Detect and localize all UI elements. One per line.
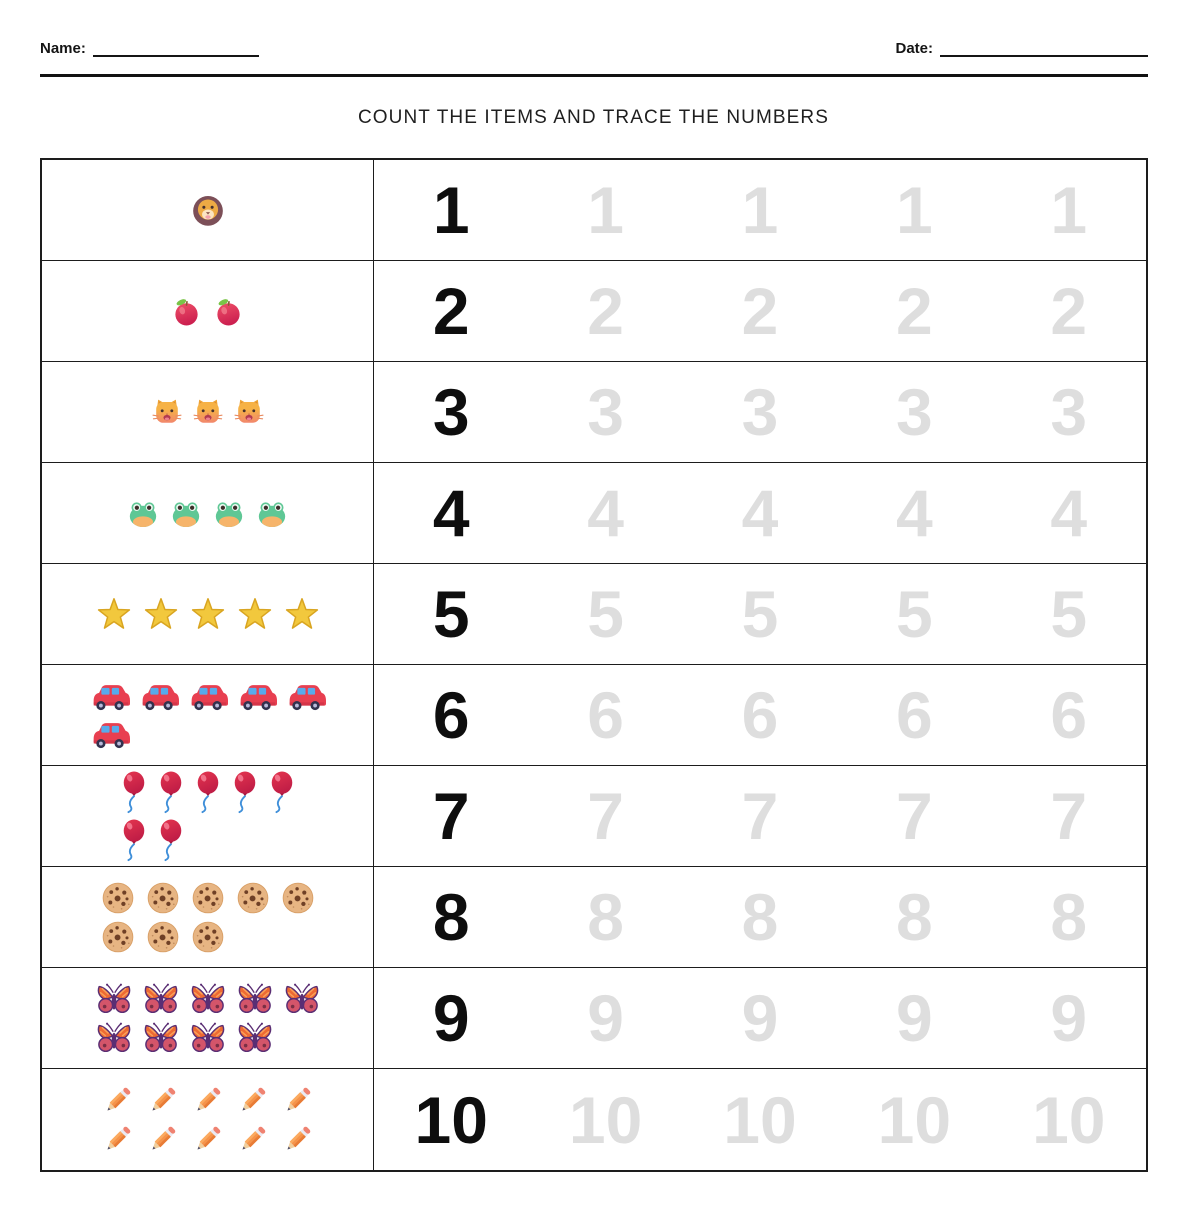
trace-number: 8: [992, 867, 1146, 968]
items-cell: [42, 463, 374, 564]
butterfly-icon: [236, 981, 274, 1017]
trace-number: 6: [992, 665, 1146, 766]
items-cell: [42, 564, 374, 665]
trace-number: 10: [568, 1082, 643, 1157]
trace-number: 3: [837, 362, 991, 463]
printed-number: 8: [374, 867, 528, 968]
car-icon: [286, 679, 326, 714]
icon-block: [170, 295, 245, 328]
cookie-icon: [235, 880, 271, 916]
trace-number: 7: [683, 766, 837, 867]
trace-number: 10: [1032, 1082, 1106, 1157]
star-icon: [189, 595, 227, 633]
items-cell: [42, 867, 374, 968]
cat-icon: [233, 396, 265, 428]
trace-number: 3: [992, 362, 1146, 463]
frog-icon: [126, 496, 160, 530]
date-blank-line: [940, 42, 1148, 57]
printed-number: 4: [374, 463, 528, 564]
icon-block: [95, 981, 321, 1056]
trace-number: 5: [528, 564, 682, 665]
trace-number: 6: [528, 665, 682, 766]
pencil-icon: [190, 1082, 226, 1118]
trace-number: 9: [683, 968, 837, 1069]
butterfly-icon: [142, 981, 180, 1017]
cat-icon: [151, 396, 183, 428]
butterfly-icon: [189, 981, 227, 1017]
balloon-icon: [231, 770, 259, 815]
trace-number: 4: [528, 463, 682, 564]
cookie-icon: [100, 919, 136, 955]
trace-number: 9: [528, 968, 682, 1069]
cat-icon: [192, 396, 224, 428]
trace-number: 1: [837, 160, 991, 261]
frog-icon: [212, 496, 246, 530]
pencil-icon: [190, 1121, 226, 1157]
trace-number: 8: [683, 867, 837, 968]
car-icon: [188, 679, 228, 714]
printed-number: 1: [374, 160, 528, 261]
butterfly-icon: [95, 1020, 133, 1056]
items-cell: [42, 160, 374, 261]
date-field: [895, 40, 1148, 57]
balloon-icon: [120, 770, 148, 815]
icon-block: [151, 396, 265, 428]
car-icon: [139, 679, 179, 714]
trace-number: 3: [528, 362, 682, 463]
butterfly-icon: [189, 1020, 227, 1056]
balloon-icon: [157, 818, 185, 863]
lion-icon: [190, 192, 226, 228]
printed-number: 7: [374, 766, 528, 867]
frog-icon: [255, 496, 289, 530]
trace-number: 4: [683, 463, 837, 564]
trace-number: 8: [837, 867, 991, 968]
trace-number: 9: [992, 968, 1146, 1069]
trace-number: 6: [837, 665, 991, 766]
star-icon: [283, 595, 321, 633]
butterfly-icon: [142, 1020, 180, 1056]
items-cell: [42, 766, 374, 867]
items-cell: [42, 261, 374, 362]
icon-block: [120, 770, 296, 863]
car-icon: [90, 717, 130, 752]
trace-number: 2: [683, 261, 837, 362]
printed-number: 2: [374, 261, 528, 362]
butterfly-icon: [95, 981, 133, 1017]
icon-block: [126, 496, 289, 530]
trace-number: 5: [683, 564, 837, 665]
cookie-icon: [145, 919, 181, 955]
balloon-icon: [268, 770, 296, 815]
trace-number: 10: [723, 1082, 797, 1157]
apple-icon: [170, 295, 203, 328]
frog-icon: [169, 496, 203, 530]
icon-block: [90, 679, 326, 752]
trace-number: 4: [992, 463, 1146, 564]
trace-number: 10: [877, 1082, 952, 1157]
icon-block: [190, 192, 226, 228]
printed-number: 3: [374, 362, 528, 463]
trace-number: 6: [683, 665, 837, 766]
trace-number: 1: [683, 160, 837, 261]
pencil-icon: [280, 1082, 316, 1118]
pencil-icon: [235, 1121, 271, 1157]
trace-number: 5: [837, 564, 991, 665]
trace-number: 1: [528, 160, 682, 261]
trace-number: 2: [528, 261, 682, 362]
items-cell: [42, 362, 374, 463]
trace-number: 7: [837, 766, 991, 867]
car-icon: [237, 679, 277, 714]
pencil-icon: [280, 1121, 316, 1157]
trace-number: 3: [683, 362, 837, 463]
trace-number: 8: [528, 867, 682, 968]
counting-table: [40, 158, 1148, 1172]
cookie-icon: [280, 880, 316, 916]
cookie-icon: [190, 919, 226, 955]
trace-number: 7: [528, 766, 682, 867]
items-cell: [42, 968, 374, 1069]
name-label: Name:: [40, 40, 86, 57]
pencil-icon: [100, 1121, 136, 1157]
pencil-icon: [145, 1082, 181, 1118]
star-icon: [142, 595, 180, 633]
trace-number: 7: [992, 766, 1146, 867]
icon-block: [100, 880, 316, 955]
name-field: [40, 40, 259, 57]
trace-number: 4: [837, 463, 991, 564]
pencil-icon: [145, 1121, 181, 1157]
cookie-icon: [145, 880, 181, 916]
trace-number: 1: [992, 160, 1146, 261]
cookie-icon: [190, 880, 226, 916]
printed-number: 10: [414, 1082, 488, 1157]
car-icon: [90, 679, 130, 714]
balloon-icon: [157, 770, 185, 815]
name-blank-line: [93, 42, 259, 57]
worksheet-title: COUNT THE ITEMS AND TRACE THE NUMBERS: [357, 107, 830, 128]
date-label: Date:: [895, 40, 933, 57]
icon-block: [95, 595, 321, 633]
pencil-icon: [235, 1082, 271, 1118]
icon-block: [100, 1082, 316, 1157]
star-icon: [236, 595, 274, 633]
butterfly-icon: [283, 981, 321, 1017]
star-icon: [95, 595, 133, 633]
trace-number: 2: [837, 261, 991, 362]
pencil-icon: [100, 1082, 136, 1118]
trace-number: 5: [992, 564, 1146, 665]
items-cell: [42, 665, 374, 766]
trace-number: 9: [837, 968, 991, 1069]
printed-number: 9: [374, 968, 528, 1069]
butterfly-icon: [236, 1020, 274, 1056]
balloon-icon: [194, 770, 222, 815]
items-cell: [42, 1069, 374, 1170]
cookie-icon: [100, 880, 136, 916]
printed-number: 6: [374, 665, 528, 766]
printed-number: 5: [374, 564, 528, 665]
apple-icon: [212, 295, 245, 328]
balloon-icon: [120, 818, 148, 863]
header-rule: [40, 74, 1148, 77]
trace-number: 2: [992, 261, 1146, 362]
